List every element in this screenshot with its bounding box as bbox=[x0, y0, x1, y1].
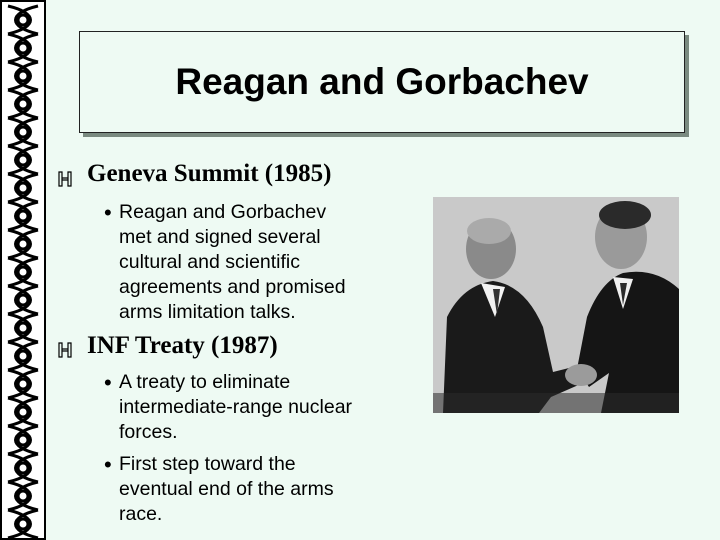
bullet-inf-treaty-purpose bbox=[104, 370, 353, 445]
celtic-knot-border bbox=[0, 0, 46, 540]
slide-title: Reagan and Gorbachev bbox=[175, 61, 589, 102]
bullet-dot-icon: • bbox=[104, 200, 112, 225]
title-box bbox=[79, 31, 685, 133]
bullet-inf-first-step bbox=[104, 452, 334, 527]
bullet-line: met and signed several bbox=[119, 226, 321, 248]
bullet-line: race. bbox=[119, 503, 163, 525]
h-bullet-icon bbox=[57, 170, 73, 188]
bullet-line: A treaty to eliminate bbox=[119, 371, 291, 393]
bullet-line: arms limitation talks. bbox=[119, 301, 296, 323]
bullet-line: cultural and scientific bbox=[119, 251, 301, 273]
bullet-line: eventual end of the arms bbox=[119, 478, 334, 500]
bullet-line: Reagan and Gorbachev bbox=[119, 201, 327, 223]
celtic-knot-border-graphic bbox=[0, 0, 46, 540]
bullet-line: First step toward the bbox=[119, 453, 296, 475]
bullet-line: forces. bbox=[119, 421, 178, 443]
section-heading-inf: INF Treaty (1987) bbox=[87, 332, 278, 359]
section-heading-geneva: Geneva Summit (1985) bbox=[87, 160, 332, 187]
bullet-geneva-details bbox=[104, 200, 346, 325]
bullet-line: agreements and promised bbox=[119, 276, 346, 298]
h-bullet-icon bbox=[57, 341, 73, 359]
bullet-dot-icon: • bbox=[104, 452, 112, 477]
photograph-icon bbox=[433, 197, 679, 413]
reagan-gorbachev-photo bbox=[433, 197, 679, 413]
bullet-dot-icon: • bbox=[104, 370, 112, 395]
bullet-line: intermediate-range nuclear bbox=[119, 396, 353, 418]
